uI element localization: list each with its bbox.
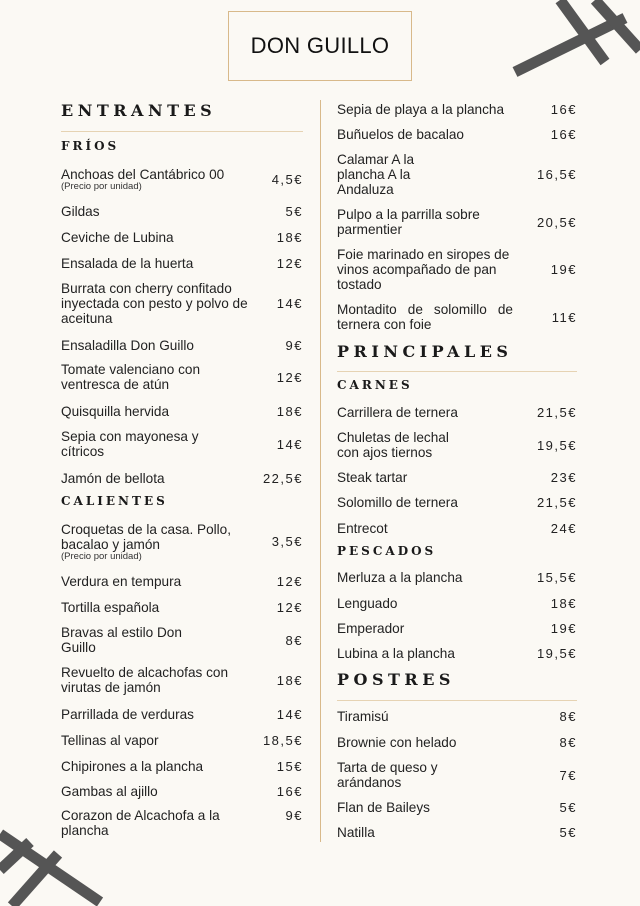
menu-item: Flan de Baileys 5€ <box>337 799 577 815</box>
item-price: 3,5€ <box>271 534 303 549</box>
item-price: 18€ <box>276 229 303 245</box>
item-price: 21,5€ <box>536 494 577 510</box>
item-price: 15,5€ <box>536 569 577 585</box>
menu-item: Burrata con cherry confitado inyectada con pesto y polvo de aceituna 14€ <box>61 280 303 326</box>
menu-item: Montadito de solomillo de ternera con foie 11€ <box>337 302 577 332</box>
menu-item: Natilla 5€ <box>337 824 577 840</box>
menu-item: Buñuelos de bacalao 16€ <box>337 126 577 142</box>
menu-item: Solomillo de ternera 21,5€ <box>337 494 577 510</box>
menu-item: Steak tartar 23€ <box>337 469 577 485</box>
section-title-principales: PRINCIPALES <box>337 342 513 361</box>
item-price: 18€ <box>550 595 577 611</box>
section-title-postres: POSTRES <box>337 670 455 689</box>
menu-item: Pulpo a la parrilla sobre parmentier 20,5€ <box>337 207 577 237</box>
menu-item: Gildas 5€ <box>61 203 303 219</box>
restaurant-title: DON GUILLO <box>250 33 390 58</box>
item-price: 19€ <box>550 620 577 636</box>
item-price: 12€ <box>276 255 303 271</box>
item-price: 14€ <box>276 436 303 452</box>
menu-item: Tortilla española 12€ <box>61 599 303 615</box>
menu-item: Chipirones a la plancha 15€ <box>61 758 303 774</box>
item-price: 16,5€ <box>536 166 577 182</box>
menu-item: Tellinas al vapor 18,5€ <box>61 732 303 748</box>
menu-item: Chuletas de lechal con ajos tiernos 19,5€ <box>337 430 577 460</box>
menu-item: Brownie con helado 8€ <box>337 734 577 750</box>
subsection-title-carnes: CARNES <box>337 378 413 392</box>
item-price: 24€ <box>550 520 577 536</box>
menu-item: Entrecot 24€ <box>337 520 577 536</box>
item-price: 23€ <box>550 469 577 485</box>
menu-item: Emperador 19€ <box>337 620 577 636</box>
item-price: 19,5€ <box>536 437 577 453</box>
section-divider <box>337 371 577 372</box>
item-price: 12€ <box>276 369 303 385</box>
item-price: 21,5€ <box>536 404 577 420</box>
menu-item: Parrillada de verduras 14€ <box>61 706 303 722</box>
item-price: 18€ <box>276 672 303 688</box>
item-price: 12€ <box>276 599 303 615</box>
chair-decoration-top-right <box>500 0 640 90</box>
subsection-title-frios: FRÍOS <box>61 139 120 153</box>
subsection-title-pescados: PESCADOS <box>337 544 437 558</box>
menu-item: Tiramisú 8€ <box>337 708 577 724</box>
menu-item: Corazon de Alcachofa a la plancha 9€ <box>61 808 303 838</box>
item-price: 16€ <box>276 783 303 799</box>
item-price: 8€ <box>559 708 577 724</box>
item-price: 14€ <box>276 706 303 722</box>
menu-item: Sepia de playa a la plancha 16€ <box>337 101 577 117</box>
item-price: 8€ <box>285 632 303 648</box>
item-price: 19,5€ <box>536 645 577 661</box>
item-price: 15€ <box>276 758 303 774</box>
menu-item: Gambas al ajillo 16€ <box>61 783 303 799</box>
menu-item: Ceviche de Lubina 18€ <box>61 229 303 245</box>
menu-item: Foie marinado en siropes de vinos acompañado de pan tostado 19€ <box>337 246 577 292</box>
item-price: 8€ <box>559 734 577 750</box>
item-price: 5€ <box>559 799 577 815</box>
menu-item: Sepia con mayonesa y cítricos 14€ <box>61 429 303 459</box>
item-price: 12€ <box>276 573 303 589</box>
item-price: 19€ <box>550 261 577 277</box>
menu-item: Bravas al estilo Don Guillo 8€ <box>61 625 303 655</box>
menu-item: Ensalada de la huerta 12€ <box>61 255 303 271</box>
item-price: 18€ <box>276 403 303 419</box>
section-divider <box>61 131 303 132</box>
menu-item: Croquetas de la casa. Pollo, bacalao y jamón (Precio por unidad) 3,5€ <box>61 521 303 562</box>
column-divider <box>320 100 321 842</box>
restaurant-title-box <box>228 11 412 81</box>
section-title-entrantes: ENTRANTES <box>61 101 217 120</box>
menu-item: Lubina a la plancha 19,5€ <box>337 645 577 661</box>
menu-item: Merluza a la plancha 15,5€ <box>337 569 577 585</box>
item-price: 7€ <box>559 767 577 783</box>
menu-item: Revuelto de alcachofas con virutas de jamón 18€ <box>61 665 303 695</box>
price-note: (Precio por unidad) <box>61 180 142 192</box>
item-price: 16€ <box>550 126 577 142</box>
item-price: 14€ <box>276 295 303 311</box>
menu-item: Carrillera de ternera 21,5€ <box>337 404 577 420</box>
menu-item: Ensaladilla Don Guillo 9€ <box>61 337 303 353</box>
menu-item: Tomate valenciano con ventresca de atún 12€ <box>61 362 303 392</box>
item-price: 5€ <box>285 203 303 219</box>
menu-item: Jamón de bellota 22,5€ <box>61 470 303 486</box>
item-price: 22,5€ <box>262 470 303 486</box>
menu-item: Anchoas del Cantábrico 00 (Precio por unidad) 4,5€ <box>61 166 303 192</box>
item-price: 18,5€ <box>262 732 303 748</box>
menu-item: Tarta de queso y arándanos 7€ <box>337 760 577 790</box>
item-price: 4,5€ <box>271 171 303 187</box>
menu-item: Quisquilla hervida 18€ <box>61 403 303 419</box>
menu-item: Lenguado 18€ <box>337 595 577 611</box>
menu-item: Calamar A la plancha A la Andaluza 16,5€ <box>337 151 577 197</box>
item-price: 16€ <box>550 101 577 117</box>
item-price: 9€ <box>285 337 303 353</box>
section-divider <box>337 700 577 701</box>
price-note: (Precio por unidad) <box>61 550 142 562</box>
menu-item: Verdura en tempura 12€ <box>61 573 303 589</box>
item-price: 20,5€ <box>536 214 577 230</box>
item-price: 5€ <box>559 824 577 840</box>
subsection-title-calientes: CALIENTES <box>61 494 168 508</box>
item-price: 9€ <box>285 808 303 823</box>
item-price: 11€ <box>551 309 577 325</box>
